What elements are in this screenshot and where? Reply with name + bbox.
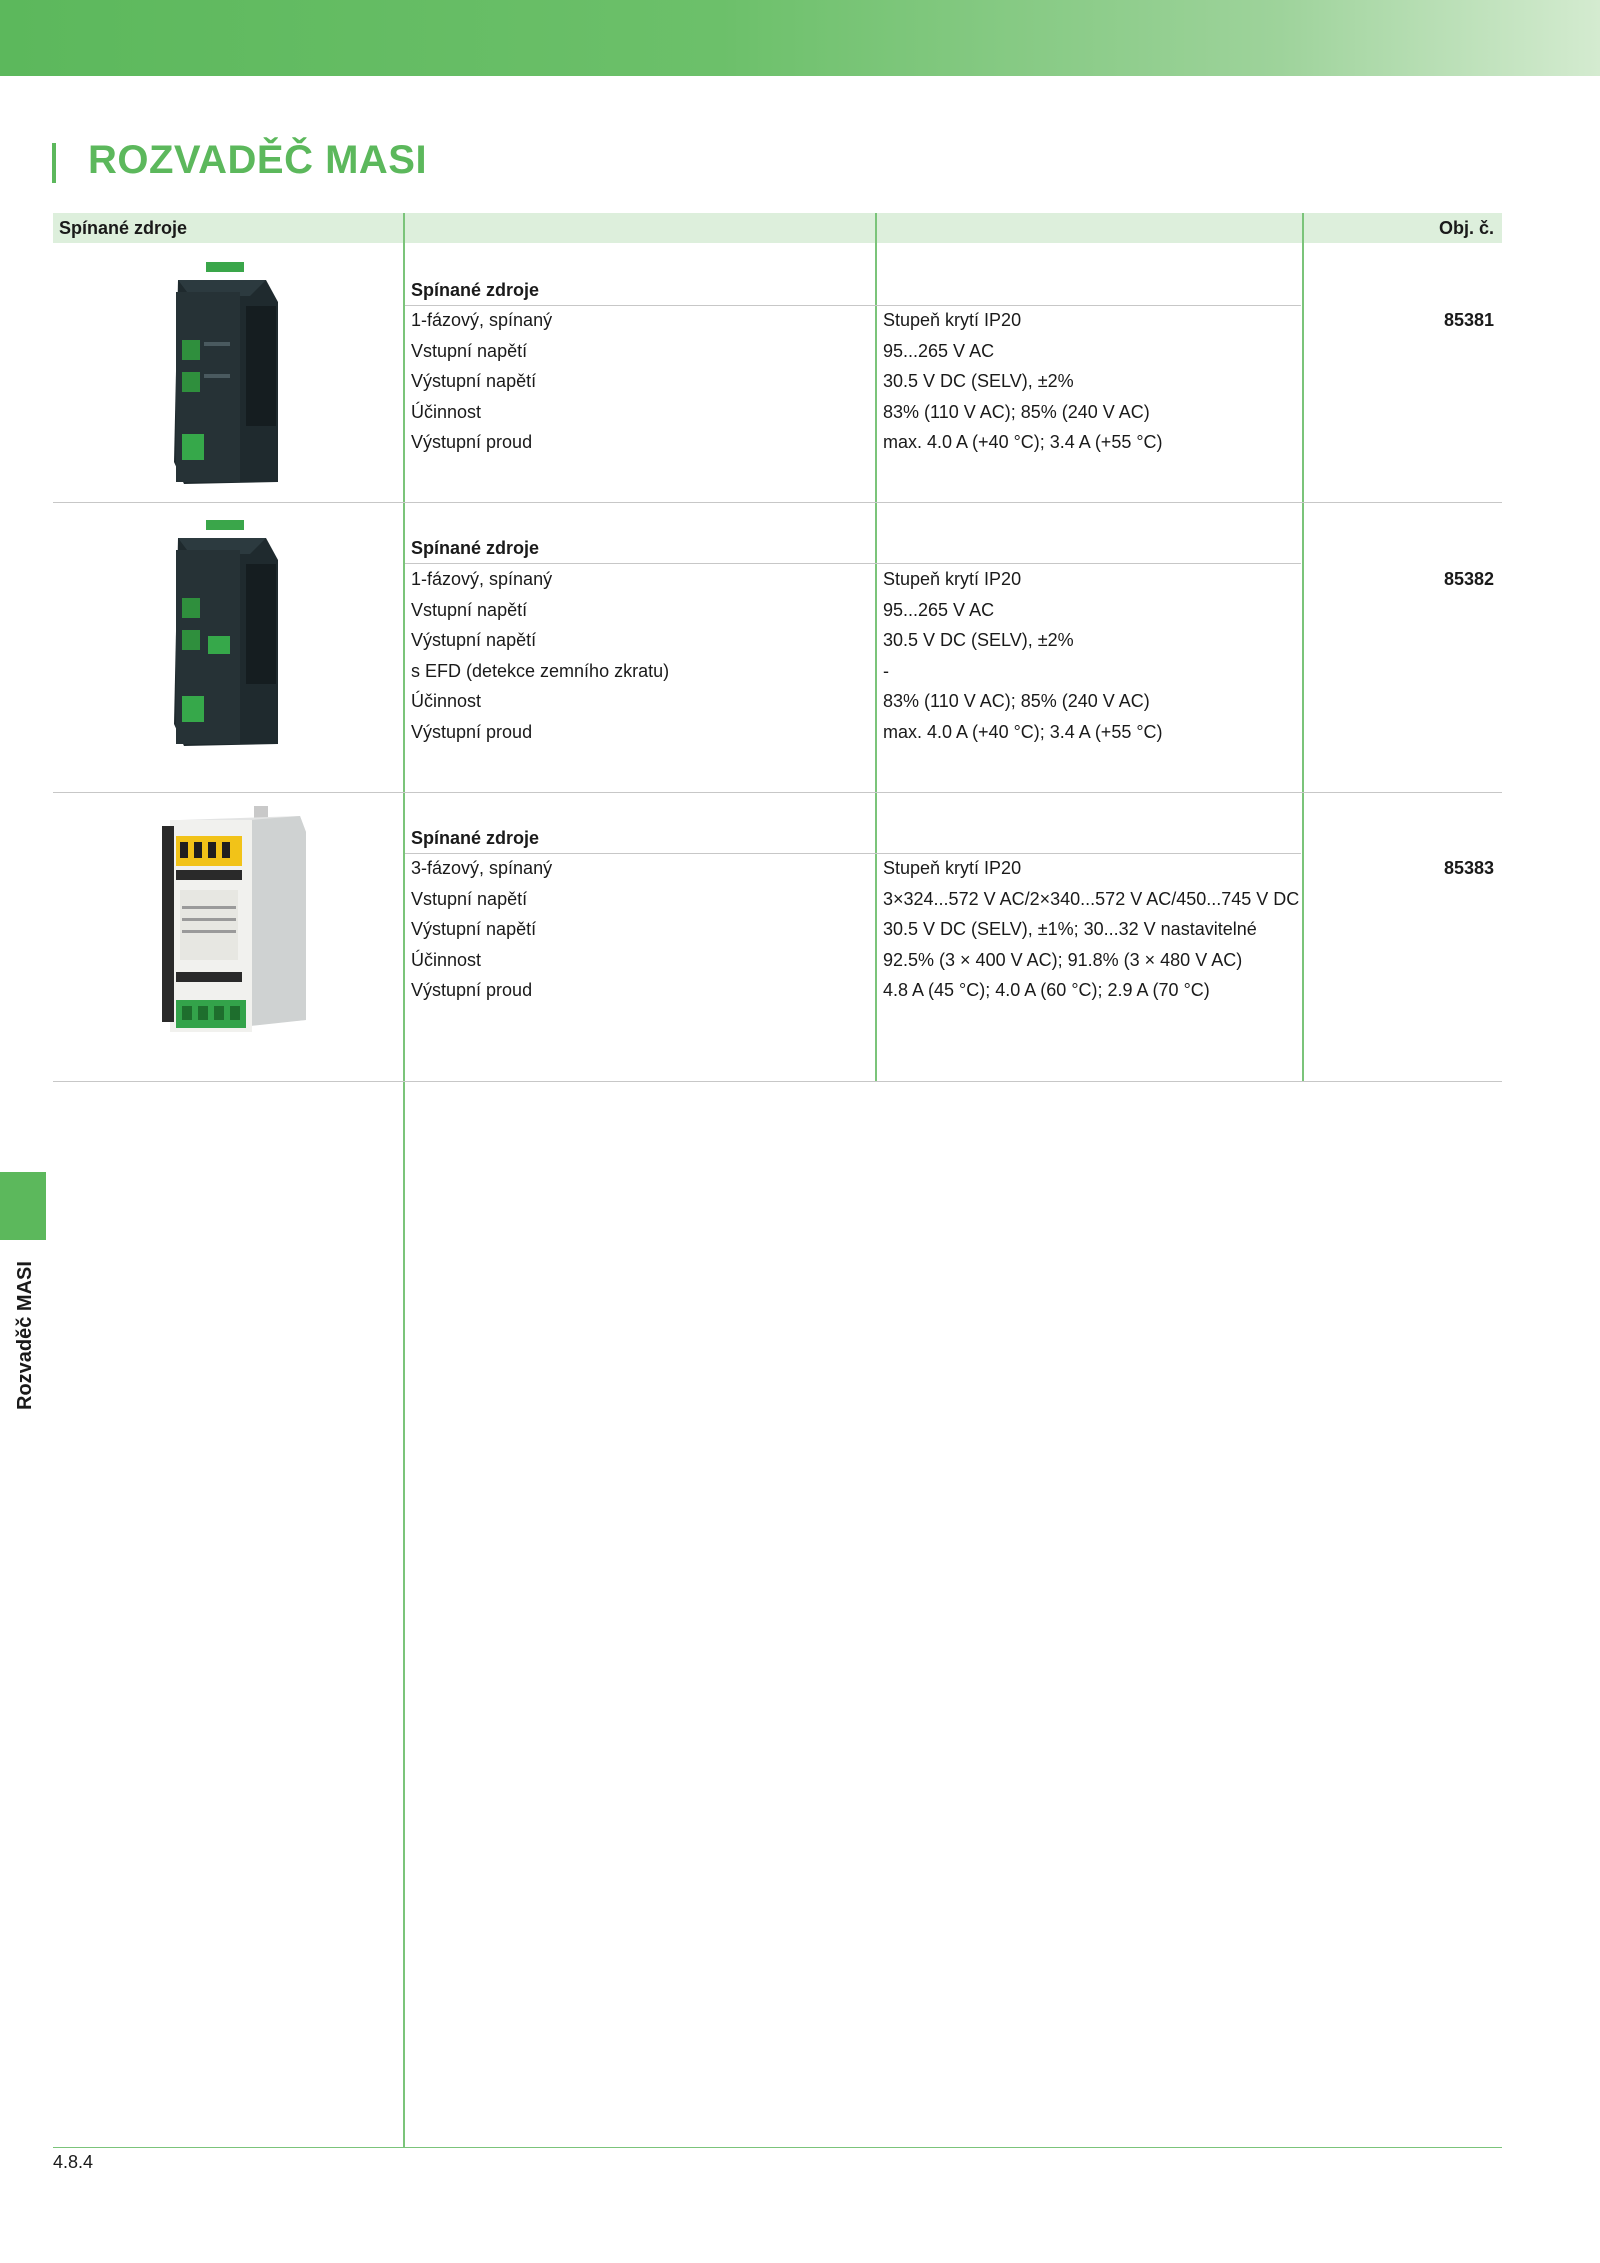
spec-value: Stupeň krytí IP20 (883, 569, 1022, 589)
order-number: 85382 (1443, 569, 1494, 589)
table-header-category: Spínané zdroje (59, 218, 188, 238)
spec-value: 30.5 V DC (SELV), ±2% (883, 630, 1074, 650)
title-accent-bar (52, 143, 56, 183)
spec-label: Výstupní proud (411, 721, 533, 742)
spec-label: Výstupní napětí (411, 371, 537, 391)
order-number: 85383 (1443, 858, 1494, 878)
row-divider (53, 502, 1502, 503)
row-divider (53, 1081, 1502, 1082)
spec-label: Výstupní napětí (411, 919, 537, 939)
spec-label: Vstupní napětí (411, 340, 528, 361)
spec-value: 95...265 V AC (883, 340, 995, 361)
spec-label: Výstupní proud (411, 432, 533, 452)
page-title: ROZVADĚČ MASI (88, 138, 428, 182)
product-heading: Spínané zdroje (411, 538, 540, 558)
spec-value: Stupeň krytí IP20 (883, 858, 1022, 878)
table-header-order-no: Obj. č. (1438, 218, 1494, 238)
spec-label: Účinnost (411, 401, 482, 422)
section-side-tab (0, 1172, 46, 1240)
spec-value: Stupeň krytí IP20 (883, 310, 1022, 330)
spec-value: max. 4.0 A (+40 °C); 3.4 A (+55 °C) (883, 721, 1163, 742)
page-number: 4.8.4 (53, 2152, 94, 2172)
power-supply-efd-image (170, 520, 280, 755)
table-bottom-rule (53, 2147, 1502, 2148)
spec-label: Účinnost (411, 949, 482, 970)
spec-value: - (883, 660, 889, 681)
three-phase-power-supply-image (150, 806, 310, 1043)
spec-label: Výstupní napětí (411, 630, 537, 650)
spec-value: max. 4.0 A (+40 °C); 3.4 A (+55 °C) (883, 432, 1163, 452)
spec-label: Vstupní napětí (411, 599, 528, 620)
spec-label: 1-fázový, spínaný (411, 569, 553, 589)
top-color-band (0, 0, 1600, 76)
column-divider (403, 213, 405, 2148)
spec-value: 30.5 V DC (SELV), ±2% (883, 371, 1074, 391)
spec-label: Výstupní proud (411, 980, 533, 1000)
power-supply-image (170, 262, 280, 493)
spec-label: 1-fázový, spínaný (411, 310, 553, 330)
column-divider (875, 213, 877, 1081)
column-divider (1302, 213, 1304, 1081)
spec-value: 95...265 V AC (883, 599, 995, 620)
row-divider (53, 792, 1502, 793)
spec-value: 3×324...572 V AC/2×340...572 V AC/450...745 V DC (883, 888, 1300, 909)
spec-value: 83% (110 V AC); 85% (240 V AC) (883, 401, 1150, 422)
order-number: 85381 (1443, 310, 1494, 330)
table-header (53, 213, 1502, 243)
spec-value: 30.5 V DC (SELV), ±1%; 30...32 V nastavitelné (883, 919, 1257, 939)
spec-label: Vstupní napětí (411, 888, 528, 909)
spec-value: 92.5% (3 × 400 V AC); 91.8% (3 × 480 V AC) (883, 949, 1243, 970)
spec-value: 83% (110 V AC); 85% (240 V AC) (883, 691, 1150, 711)
spec-label: s EFD (detekce zemního zkratu) (411, 660, 670, 681)
spec-label: Účinnost (411, 691, 482, 711)
product-heading: Spínané zdroje (411, 280, 540, 300)
spec-value: 4.8 A (45 °C); 4.0 A (60 °C); 2.9 A (70 °C) (883, 980, 1210, 1000)
spec-label: 3-fázový, spínaný (411, 858, 553, 878)
section-side-label: Rozvaděč MASI (14, 1261, 36, 1410)
product-heading: Spínané zdroje (411, 828, 540, 848)
